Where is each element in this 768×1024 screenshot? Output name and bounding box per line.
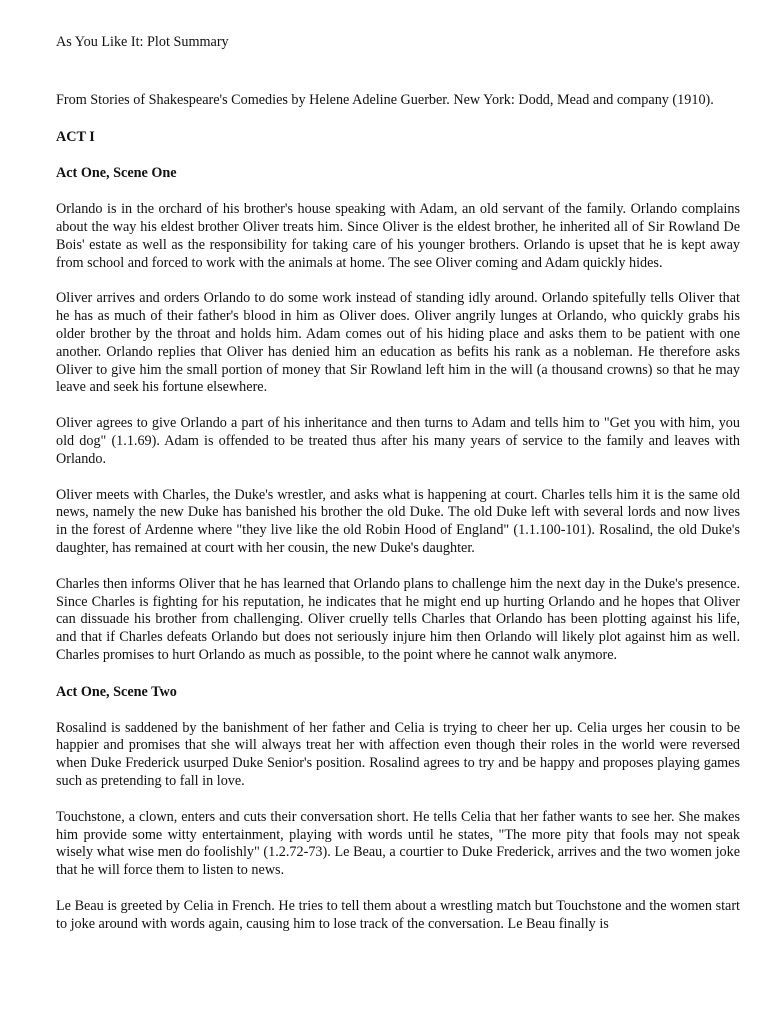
paragraph: Orlando is in the orchard of his brother's house speaking with Adam, an old servant of the family. Orlando complains about the way his eldest brother Oliver treats him. Since Oliver is the eldest brother, he inherited all of Sir Rowland De Bois' estate as well as the responsibility for taking care of his younger brothers. Orlando is upset that he is kept away from school and forced to work with the animals at home. The see Oliver coming and Adam quickly hides. [56, 201, 740, 271]
act-heading: ACT I [56, 128, 95, 145]
scene-heading: Act One, Scene One [56, 165, 177, 182]
paragraph: Le Beau is greeted by Celia in French. He tries to tell them about a wrestling match but Touchstone and the women start to joke around with words again, causing him to lose track of the conversation. Le Beau finally is [56, 897, 740, 932]
source-citation: From Stories of Shakespeare's Comedies by Helene Adeline Guerber. New York: Dodd, Mead and company (1910). [56, 91, 714, 108]
document-page [56, 34, 740, 933]
paragraph: Touchstone, a clown, enters and cuts their conversation short. He tells Celia that her father wants to see her. She makes him provide some witty entertainment, playing with words until he states, "The more pity that fools may not speak wisely what wise men do foolishly" (1.2.72-73). Le Beau, a courtier to Duke Frederick, arrives and the two women joke that he will force them to listen to news. [56, 808, 740, 879]
paragraph: Rosalind is saddened by the banishment of her father and Celia is trying to cheer her up. Celia urges her cousin to be happier and promises that she will always treat her with affection even though their roles in the world were reversed when Duke Frederick usurped Duke Senior's position. Rosalind agrees to try and be happy and proposes playing games such as pretending to fall in love. [56, 719, 740, 789]
paragraph: Oliver meets with Charles, the Duke's wrestler, and asks what is happening at court. Charles tells him it is the same old news, namely the new Duke has banished his brother the old Duke. The old Duke left with several lords and now lives in the forest of Ardenne where "they live like the old Robin Hood of England" (1.1.100-101). Rosalind, the old Duke's daughter, has remained at court with her cousin, the new Duke's daughter. [56, 486, 740, 556]
scene-heading: Act One, Scene Two [56, 683, 177, 700]
document-title: As You Like It: Plot Summary [56, 34, 229, 50]
paragraph: Oliver arrives and orders Orlando to do some work instead of standing idly around. Orlando spitefully tells Oliver that he has as much of their father's blood in him as Oliver does. Oliver angrily lunges at Orlando, who quickly grabs his older brother by the throat and holds him. Adam comes out of his hiding place and asks them to be patient with one another. Orlando replies that Oliver has denied him an education as befits his rank as a nobleman. He therefore asks Oliver to give him the small portion of money that Sir Rowland left him in the will (a thousand crowns) so that he may leave and seek his fortune elsewhere. [56, 290, 740, 396]
paragraph: Charles then informs Oliver that he has learned that Orlando plans to challenge him the next day in the Duke's presence. Since Charles is fighting for his reputation, he indicates that he might end up hurting Orlando and he hopes that Oliver can dissuade his brother from challenging. Oliver cruelly tells Charles that Orlando has been plotting against his life, and that if Charles defeats Orlando but does not seriously injure him then Orlando will likely plot against him as well. Charles promises to hurt Orlando as much as possible, to the point where he cannot walk anymore. [56, 575, 740, 663]
paragraph: Oliver agrees to give Orlando a part of his inheritance and then turns to Adam and tells him to "Get you with him, you old dog" (1.1.69). Adam is offended to be treated thus after his many years of service to the family and leaves with Orlando. [56, 415, 740, 467]
